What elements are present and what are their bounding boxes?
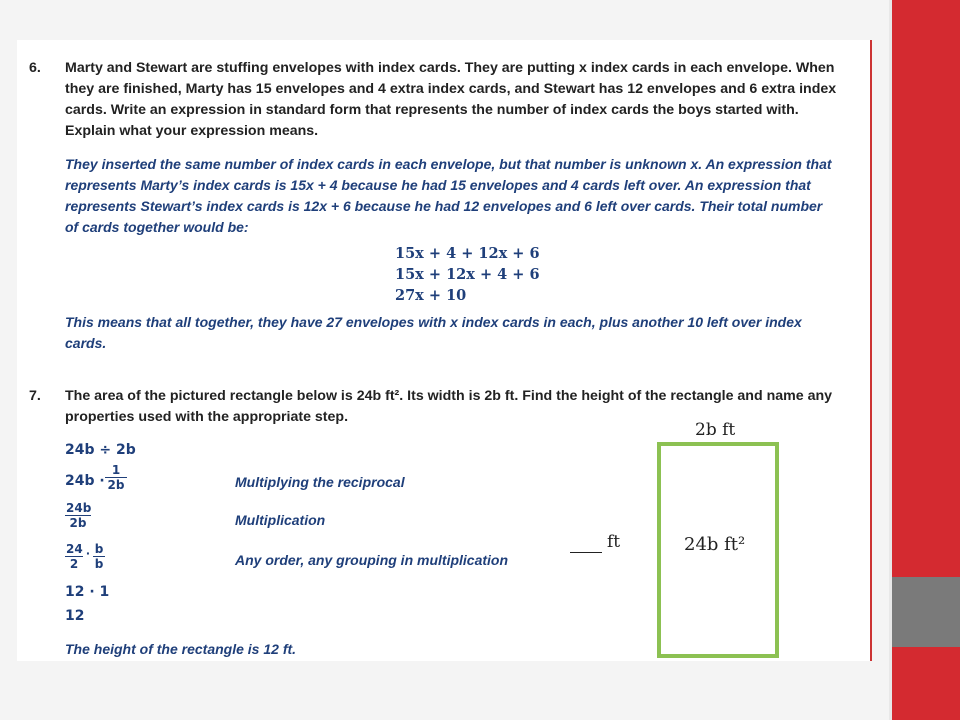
q7-step-2-fraction — [105, 463, 127, 492]
height-blank-line — [570, 552, 602, 553]
q6-answer-line-1: They inserted the same number of index cards in each envelope, but that number is unknown x. An expression that — [65, 156, 832, 172]
q7-step-4-denominator-b: b — [94, 557, 104, 571]
q7-property-1: Multiplying the reciprocal — [235, 474, 405, 490]
q7-step-4-numerator-a: 24 — [66, 542, 83, 556]
q7-step-3-denominator: 2b — [69, 516, 87, 530]
q6-answer-line-2: represents Marty’s index cards is 15x + 4 because he had 15 envelopes and 4 cards left over. An expression that — [65, 177, 811, 193]
q7-step-4-fraction-b — [93, 542, 105, 571]
q6-math-2: 15x + 12x + 4 + 6 — [395, 266, 540, 283]
rect-height-label: ft — [607, 532, 621, 552]
q7-step-4-dot: · — [86, 545, 91, 561]
q6-line-4: Explain what your expression means. — [65, 123, 319, 139]
q7-step-3-fraction — [65, 501, 91, 530]
q7-step-2-denominator: 2b — [107, 478, 125, 492]
q6-number: 6. — [29, 60, 41, 76]
q6-line-1: Marty and Stewart are stuffing envelopes with index cards. They are putting x index cards in each envelope. When — [65, 60, 835, 76]
q6-math-1: 15x + 4 + 12x + 6 — [395, 245, 540, 262]
q7-step-2-whole: 24b · — [65, 473, 105, 489]
slide-accent-stripe — [889, 0, 892, 720]
q7-property-2: Multiplication — [235, 512, 326, 528]
q6-answer-line-4: of cards together would be: — [65, 219, 249, 235]
q6-line-2: they are finished, Marty has 15 envelopes and 4 extra index cards, and Stewart has 12 envelopes and 6 extra index — [65, 81, 837, 97]
rect-area-label: 24b ft² — [684, 534, 746, 555]
rect-width-label: 2b ft — [695, 420, 736, 440]
q7-number: 7. — [29, 388, 41, 404]
q7-step-1: 24b ÷ 2b — [65, 442, 136, 458]
q7-step-4-fraction-a — [65, 542, 83, 571]
q7-step-4-denominator-a: 2 — [69, 557, 79, 571]
q6-math-3: 27x + 10 — [395, 287, 467, 304]
slide-accent-gray — [889, 577, 960, 647]
q7-step-6: 12 — [65, 608, 85, 624]
q7-step-2-numerator: 1 — [105, 463, 127, 478]
q7-step-3-numerator: 24b — [66, 501, 92, 515]
q7-step-5: 12 · 1 — [65, 584, 110, 600]
q7-line-2: properties used with the appropriate step. — [65, 409, 349, 425]
q6-conclusion-2: cards. — [65, 335, 107, 351]
q6-conclusion-1: This means that all together, they have 27 envelopes with x index cards in each, plus another 10 left over index — [65, 314, 802, 330]
q6-line-3: cards. Write an expression in standard form that represents the number of index cards the boys started with. — [65, 102, 799, 118]
worksheet-page — [17, 40, 872, 661]
q7-line-1: The area of the pictured rectangle below is 24b ft². Its width is 2b ft. Find the height of the rectangle and name any — [65, 388, 833, 404]
q6-answer-line-3: represents Stewart’s index cards is 12x + 6 because he had 12 envelopes and 6 left over cards. Their total number — [65, 198, 823, 214]
q7-property-3: Any order, any grouping in multiplication — [235, 552, 509, 568]
q7-final-answer: The height of the rectangle is 12 ft. — [65, 641, 297, 657]
q7-step-4-numerator-b: b — [94, 542, 104, 556]
